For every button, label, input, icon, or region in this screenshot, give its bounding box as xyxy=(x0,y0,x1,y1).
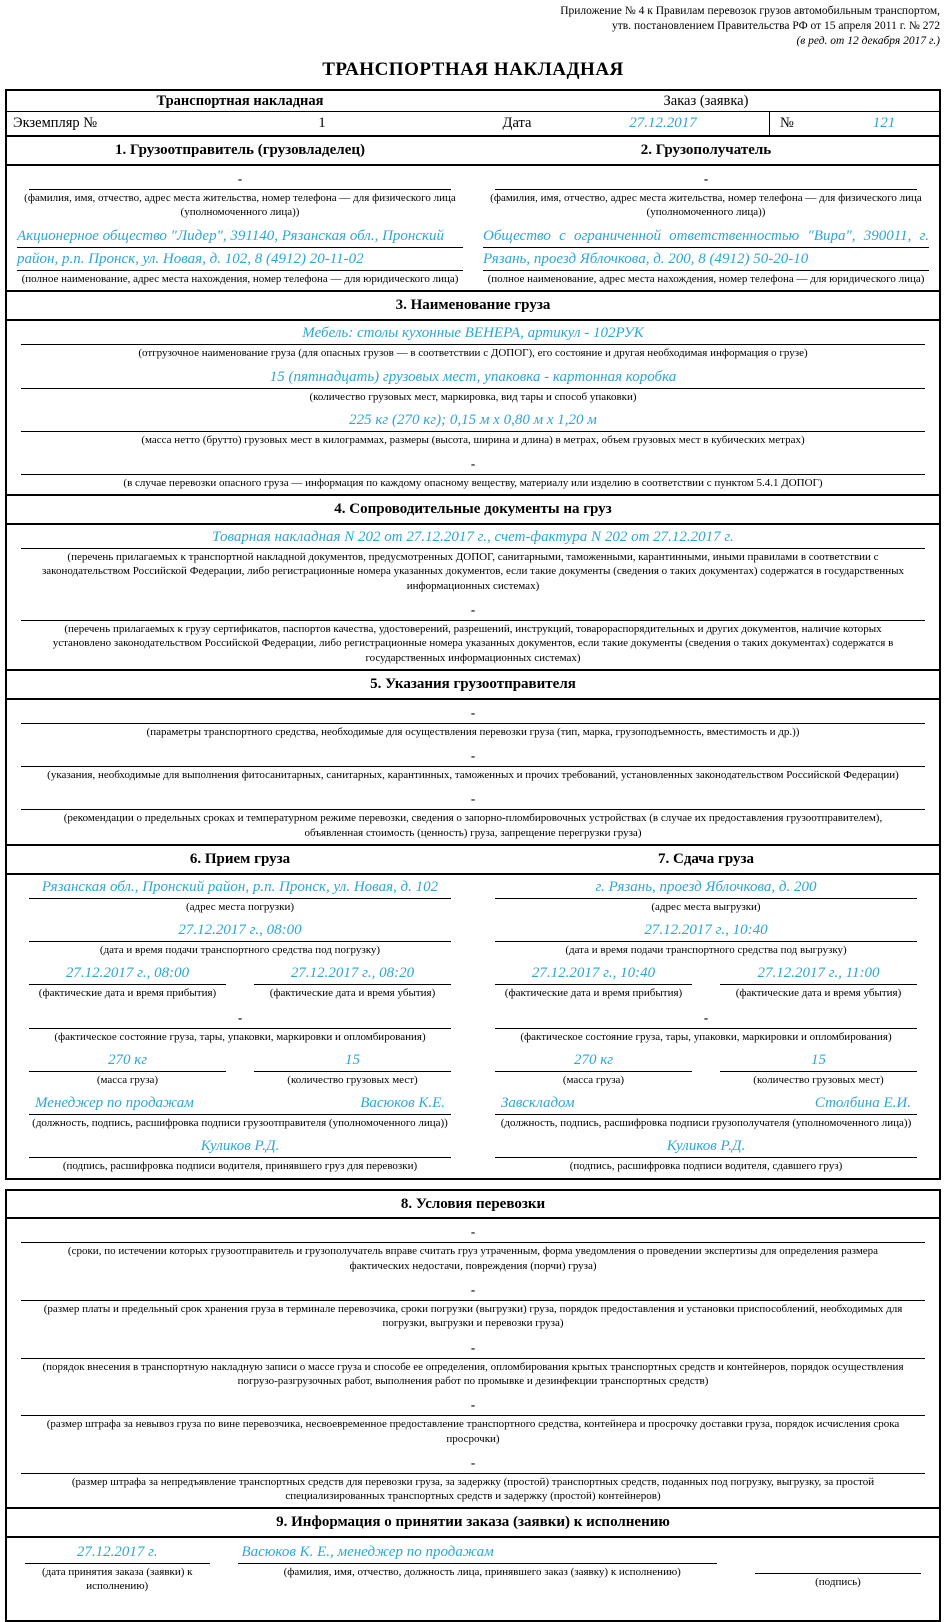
doc-type-label: Транспортная накладная xyxy=(156,92,324,109)
cargo-acceptance-column xyxy=(7,875,473,1178)
loss-terms-caption: (сроки, по истечении которых грузоотправитель и грузополучатель вправе считать груз утраченным, форма уведомления о проведении экспертизы для определения размера фактических недостачи, повреждения (порчи) груза) xyxy=(67,1245,879,1272)
unloading-condition-caption: (фактическое состояние груза, тары, упаковки, маркировки и опломбирования) xyxy=(520,1030,892,1043)
accompanying-docs-caption: (перечень прилагаемых к транспортной накладной документов, предусмотренных ДОПОГ, санитарными, таможенными, карантинными, иными правилами в соответствии с законодательством Российской Федерации, либо регистрационные номера указанных документов, если такие документы (сведения о таких документах) содержатся в государственных информационных системах) xyxy=(41,551,905,592)
order-number-field: 121 xyxy=(872,114,896,131)
unloading-places-cell xyxy=(706,1048,931,1091)
section-3-title: 3. Наименование груза xyxy=(7,290,939,321)
consignor-signature-row xyxy=(29,1093,451,1115)
consignee-position-field: Завскладом xyxy=(501,1095,575,1112)
section-4-body xyxy=(7,527,939,669)
cargo-delivery-column xyxy=(473,875,939,1178)
driver-deliver-signature-field: Куликов Р.Д. xyxy=(495,1136,917,1158)
unloading-address-field: г. Рязань, проезд Яблочкова, д. 200 xyxy=(495,877,917,899)
loading-condition-caption: (фактическое состояние груза, тары, упаковки, маркировки и опломбирования) xyxy=(54,1030,426,1043)
sanitary-caption: (указания, необходимые для выполнения фитосанитарных, санитарных, карантинных, таможенных и прочих требований, установленных законодательством Российской Федерации) xyxy=(47,768,899,781)
unloading-mass-field: 270 кг xyxy=(495,1050,692,1072)
recommendations-field: - xyxy=(21,788,925,810)
driver-accept-signature-caption: (подпись, расшифровка подписи водителя, принявшего груз для перевозки) xyxy=(62,1160,418,1173)
appendix-note xyxy=(0,4,946,49)
cargo-danger-caption: (в случае перевозки опасного груза — информация по каждому опасному веществу, материалу или изделию в соответствии с пунктом 5.4.1 ДОПОГ) xyxy=(123,477,823,490)
section-2-title: 2. Грузополучатель xyxy=(640,141,772,158)
section-4-title: 4. Сопроводительные документы на груз xyxy=(7,494,939,525)
unloading-places-caption: (количество грузовых мест) xyxy=(753,1073,884,1086)
loading-mass-row xyxy=(15,1048,465,1091)
cargo-name-field: Мебель: столы кухонные ВЕНЕРА, артикул - 102РУК xyxy=(21,323,925,345)
consignor-org-field: Акционерное общество "Лидер", 391140, Рязанская обл., Пронский район, р.п. Пронск, ул. Новая, д. 102, 8 (4912) 20-11-02 xyxy=(17,225,463,271)
order-acceptance-person-field: Васюков К. Е., менеджер по продажам xyxy=(238,1542,717,1564)
appendix-line-2: утв. постановлением Правительства РФ от 15 апреля 2011 г. № 272 xyxy=(612,19,940,32)
loading-planned-caption: (дата и время подачи транспортного средства под погрузку) xyxy=(99,943,381,956)
cargo-places-field: 15 (пятнадцать) грузовых мест, упаковка - картонная коробка xyxy=(21,367,925,389)
unloading-places-field: 15 xyxy=(720,1050,917,1072)
loading-places-cell xyxy=(240,1048,465,1091)
section-9-body xyxy=(7,1538,939,1620)
consignee-person-field: - xyxy=(495,168,917,190)
carrier-fine-field: - xyxy=(21,1394,925,1416)
date-label: Дата xyxy=(502,114,532,131)
driver-deliver-signature-caption: (подпись, расшифровка подписи водителя, сдавшего груз) xyxy=(569,1160,843,1173)
sanitary-field: - xyxy=(21,745,925,767)
loading-places-caption: (количество грузовых мест) xyxy=(287,1073,418,1086)
order-acceptance-date-field: 27.12.2017 г. xyxy=(25,1542,210,1564)
consignor-column xyxy=(7,166,473,291)
loss-terms-field: - xyxy=(21,1221,925,1243)
certificates-caption: (перечень прилагаемых к грузу сертификатов, паспортов качества, удостоверений, разрешений, инструкций, товарораспорядительных и других документов, наличие которых установлено законодательством Российской Федерации, либо регистрационные номера указанных документов, если такие документы (сведения о таких документах) содержатся в государственных информационных системах) xyxy=(52,623,894,664)
appendix-line-3: (в ред. от 12 декабря 2017 г.) xyxy=(796,34,940,47)
consignor-signature-caption: (должность, подпись, расшифровка подписи грузоотправителя (уполномоченного лица)) xyxy=(32,1117,448,1130)
carrier-fine-caption: (размер штрафа за невывоз груза по вине перевозчика, несвоевременное предоставление транспортного средства, контейнера и просрочку доставки груза, порядок исчисления срока просрочки) xyxy=(46,1418,900,1445)
unloading-mass-caption: (масса груза) xyxy=(562,1073,625,1086)
section-9-title: 9. Информация о принятии заказа (заявки) к исполнению xyxy=(7,1507,939,1538)
page-title: ТРАНСПОРТНАЯ НАКЛАДНАЯ xyxy=(322,58,624,80)
sections-6-7-body xyxy=(7,875,939,1178)
consignor-name-field: Васюков К.Е. xyxy=(360,1095,445,1112)
sections-1-2-header xyxy=(7,135,939,166)
section-5-title: 5. Указания грузоотправителя xyxy=(7,669,939,700)
cargo-danger-field: - xyxy=(21,453,925,475)
section-8-body xyxy=(7,1221,939,1507)
copy-number-value: 1 xyxy=(318,114,326,131)
sections-6-7-header xyxy=(7,844,939,875)
loading-mass-cell xyxy=(15,1048,240,1091)
order-acceptance-person-caption: (фамилия, имя, отчество, должность лица, принявшего заказ (заявку) к исполнению) xyxy=(283,1566,681,1579)
mass-record-field: - xyxy=(21,1337,925,1359)
copy-number-row xyxy=(7,111,939,135)
cargo-mass-caption: (масса нетто (брутто) грузовых мест в килограммах, размеры (высота, ширина и длина) в метрах, объем грузовых мест в кубических метрах) xyxy=(141,433,805,446)
consignee-person-caption: (фамилия, имя, отчество, адрес места жительства, номер телефона — для физического лица (уполномоченного лица)) xyxy=(490,191,922,218)
cargo-places-caption: (количество грузовых мест, маркировка, вид тары и способ упаковки) xyxy=(309,390,637,403)
consignor-person-field: - xyxy=(29,168,451,190)
storage-fee-caption: (размер платы и предельный срок хранения груза в терминале перевозчика, сроки погрузки (выгрузки) груза, порядок предоставления и установки приспособлений, необходимых для погрузки, выгрузки и перевозки груза) xyxy=(43,1303,903,1330)
loading-mass-field: 270 кг xyxy=(29,1050,226,1072)
loading-mass-caption: (масса груза) xyxy=(96,1073,159,1086)
order-acceptance-date-cell xyxy=(11,1540,224,1598)
order-date-field: 27.12.2017 xyxy=(629,114,697,131)
consignee-signature-row xyxy=(495,1093,917,1115)
loading-departure-cell xyxy=(240,961,465,1004)
unloading-times-row xyxy=(481,961,931,1004)
main-form-block xyxy=(5,89,941,1180)
loading-address-field: Рязанская обл., Пронский район, р.п. Пронск, ул. Новая, д. 102 xyxy=(29,877,451,899)
loading-arrival-cell xyxy=(15,961,240,1004)
delay-fine-caption: (размер штрафа за непредъявление транспортных средств для перевозки груза, за задержку (простой) транспортных средств, поданных под погрузку, выгрузку, за простой специализированных транспортных средств и задержку (простой) контейнеров) xyxy=(71,1475,875,1503)
order-acceptance-date-caption: (дата принятия заказа (заявки) к исполнению) xyxy=(41,1566,193,1593)
number-label: № xyxy=(769,112,829,135)
section-6-title: 6. Прием груза xyxy=(189,850,291,867)
order-acceptance-sign-cell xyxy=(741,1540,935,1598)
storage-fee-field: - xyxy=(21,1279,925,1301)
unloading-departure-caption: (фактические дата и время убытия) xyxy=(735,987,902,1000)
consignee-name-field: Столбина Е.И. xyxy=(814,1095,911,1112)
appendix-line-1: Приложение № 4 к Правилам перевозок грузов автомобильным транспортом, xyxy=(560,5,940,17)
loading-places-field: 15 xyxy=(254,1050,451,1072)
unloading-condition-field: - xyxy=(495,1007,917,1029)
consignee-org-field: Общество с ограниченной ответственностью "Вира", 390011, г. Рязань, проезд Яблочкова, д. 200, 8 (4912) 50-20-10 xyxy=(483,225,929,271)
terms-block xyxy=(5,1189,941,1622)
section-7-title: 7. Сдача груза xyxy=(657,850,754,867)
vehicle-params-field: - xyxy=(21,702,925,724)
unloading-arrival-field: 27.12.2017 г., 10:40 xyxy=(495,963,692,985)
loading-arrival-field: 27.12.2017 г., 08:00 xyxy=(29,963,226,985)
mass-record-caption: (порядок внесения в транспортную накладную записи о массе груза и способе ее определения, опломбирования крытых транспортных средств и контейнеров, порядок осуществления погрузо-разгрузочных работ, выполнения работ по промывке и дезинфекции транспортных средств) xyxy=(42,1360,904,1387)
order-acceptance-sign-caption: (подпись) xyxy=(815,1576,861,1589)
consignor-person-caption: (фамилия, имя, отчество, адрес места жительства, номер телефона — для физического лица (уполномоченного лица)) xyxy=(24,191,456,218)
delay-fine-field: - xyxy=(21,1452,925,1474)
loading-departure-caption: (фактические дата и время убытия) xyxy=(269,987,436,1000)
accompanying-docs-field: Товарная накладная N 202 от 27.12.2017 г., счет-фактура N 202 от 27.12.2017 г. xyxy=(21,527,925,549)
consignor-org-caption: (полное наименование, адрес места нахождения, номер телефона — для юридического лица) xyxy=(21,273,459,286)
cargo-mass-field: 225 кг (270 кг); 0,15 м х 0,80 м х 1,20 м xyxy=(21,410,925,432)
consignee-org-caption: (полное наименование, адрес места нахождения, номер телефона — для юридического лица) xyxy=(487,273,925,286)
recommendations-caption: (рекомендации о предельных сроках и температурном режиме перевозки, сведения о запорно-пломбировочных устройствах (в случае их предоставления грузоотправителем), объявленная стоимость (ценность) груза, запрещение перегрузки груза) xyxy=(63,812,883,839)
section-5-body xyxy=(7,702,939,844)
sections-1-2-body xyxy=(7,166,939,291)
loading-arrival-caption: (фактические дата и время прибытия) xyxy=(38,987,217,1000)
unloading-arrival-caption: (фактические дата и время прибытия) xyxy=(504,987,683,1000)
loading-address-caption: (адрес места погрузки) xyxy=(186,900,294,913)
loading-planned-field: 27.12.2017 г., 08:00 xyxy=(29,920,451,942)
certificates-field: - xyxy=(21,599,925,621)
unloading-departure-cell xyxy=(706,961,931,1004)
form-header-row xyxy=(7,91,939,111)
order-acceptance-person-cell xyxy=(224,1540,741,1598)
loading-departure-field: 27.12.2017 г., 08:20 xyxy=(254,963,451,985)
vehicle-params-caption: (параметры транспортного средства, необходимые для осуществления перевозки груза (тип, марка, грузоподъемность, вместимость и др.)) xyxy=(146,725,800,738)
driver-accept-signature-field: Куликов Р.Д. xyxy=(29,1136,451,1158)
cargo-name-caption: (отгрузочное наименование груза (для опасных грузов — в соответствии с ДОПОГ), его состояние и другая необходимая информация о грузе) xyxy=(138,347,808,360)
copy-label: Экземпляр № xyxy=(13,114,98,131)
consignor-position-field: Менеджер по продажам xyxy=(35,1095,194,1112)
unloading-mass-cell xyxy=(481,1048,706,1091)
loading-condition-field: - xyxy=(29,1007,451,1029)
order-acceptance-sign-field xyxy=(755,1552,921,1574)
consignee-column xyxy=(473,166,939,291)
unloading-planned-caption: (дата и время подачи транспортного средства под выгрузку) xyxy=(565,943,847,956)
unloading-planned-field: 27.12.2017 г., 10:40 xyxy=(495,920,917,942)
unloading-address-caption: (адрес места выгрузки) xyxy=(651,900,761,913)
section-1-title: 1. Грузоотправитель (грузовладелец) xyxy=(115,141,365,158)
consignee-signature-caption: (должность, подпись, расшифровка подписи грузополучателя (уполномоченного лица)) xyxy=(500,1117,912,1130)
order-label: Заказ (заявка) xyxy=(663,92,749,109)
unloading-mass-row xyxy=(481,1048,931,1091)
unloading-departure-field: 27.12.2017 г., 11:00 xyxy=(720,963,917,985)
unloading-arrival-cell xyxy=(481,961,706,1004)
loading-times-row xyxy=(15,961,465,1004)
section-8-title: 8. Условия перевозки xyxy=(7,1191,939,1220)
section-3-body xyxy=(7,323,939,494)
